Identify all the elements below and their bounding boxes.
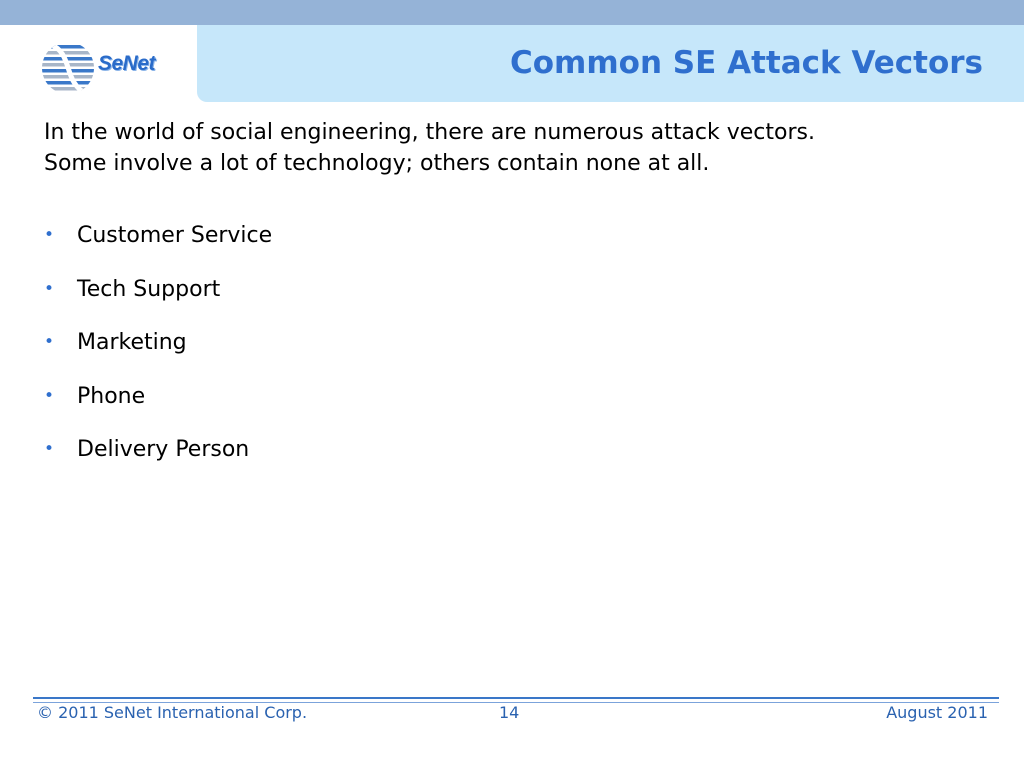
bullet-icon: • <box>44 225 55 245</box>
senet-logo <box>40 40 170 96</box>
bullet-icon: • <box>44 332 55 352</box>
bullet-icon: • <box>44 278 55 299</box>
page-number: 14 <box>499 703 520 722</box>
footer-date: August 2011 <box>886 703 988 722</box>
list-item-label: Customer Service <box>77 223 273 248</box>
list-item-label: Phone <box>77 383 146 409</box>
bullet-icon: • <box>44 385 55 406</box>
bullet-icon: • <box>44 439 55 459</box>
list-item-label: Tech Support <box>77 276 221 302</box>
list-item-label: Delivery Person <box>77 437 250 462</box>
logo-wordmark: SeNet <box>98 52 156 75</box>
intro-line-2: Some involve a lot of technology; others contain none at all. <box>44 151 710 176</box>
intro-line-1: In the world of social engineering, there are numerous attack vectors. <box>44 120 815 145</box>
top-band <box>0 0 1024 25</box>
senet-globe-icon <box>40 40 96 96</box>
intro-paragraph <box>44 117 1004 179</box>
footer-copyright: © 2011 SeNet International Corp. <box>37 703 308 722</box>
slide-title: Common SE Attack Vectors <box>510 45 983 81</box>
list-item-label: Marketing <box>77 330 187 355</box>
